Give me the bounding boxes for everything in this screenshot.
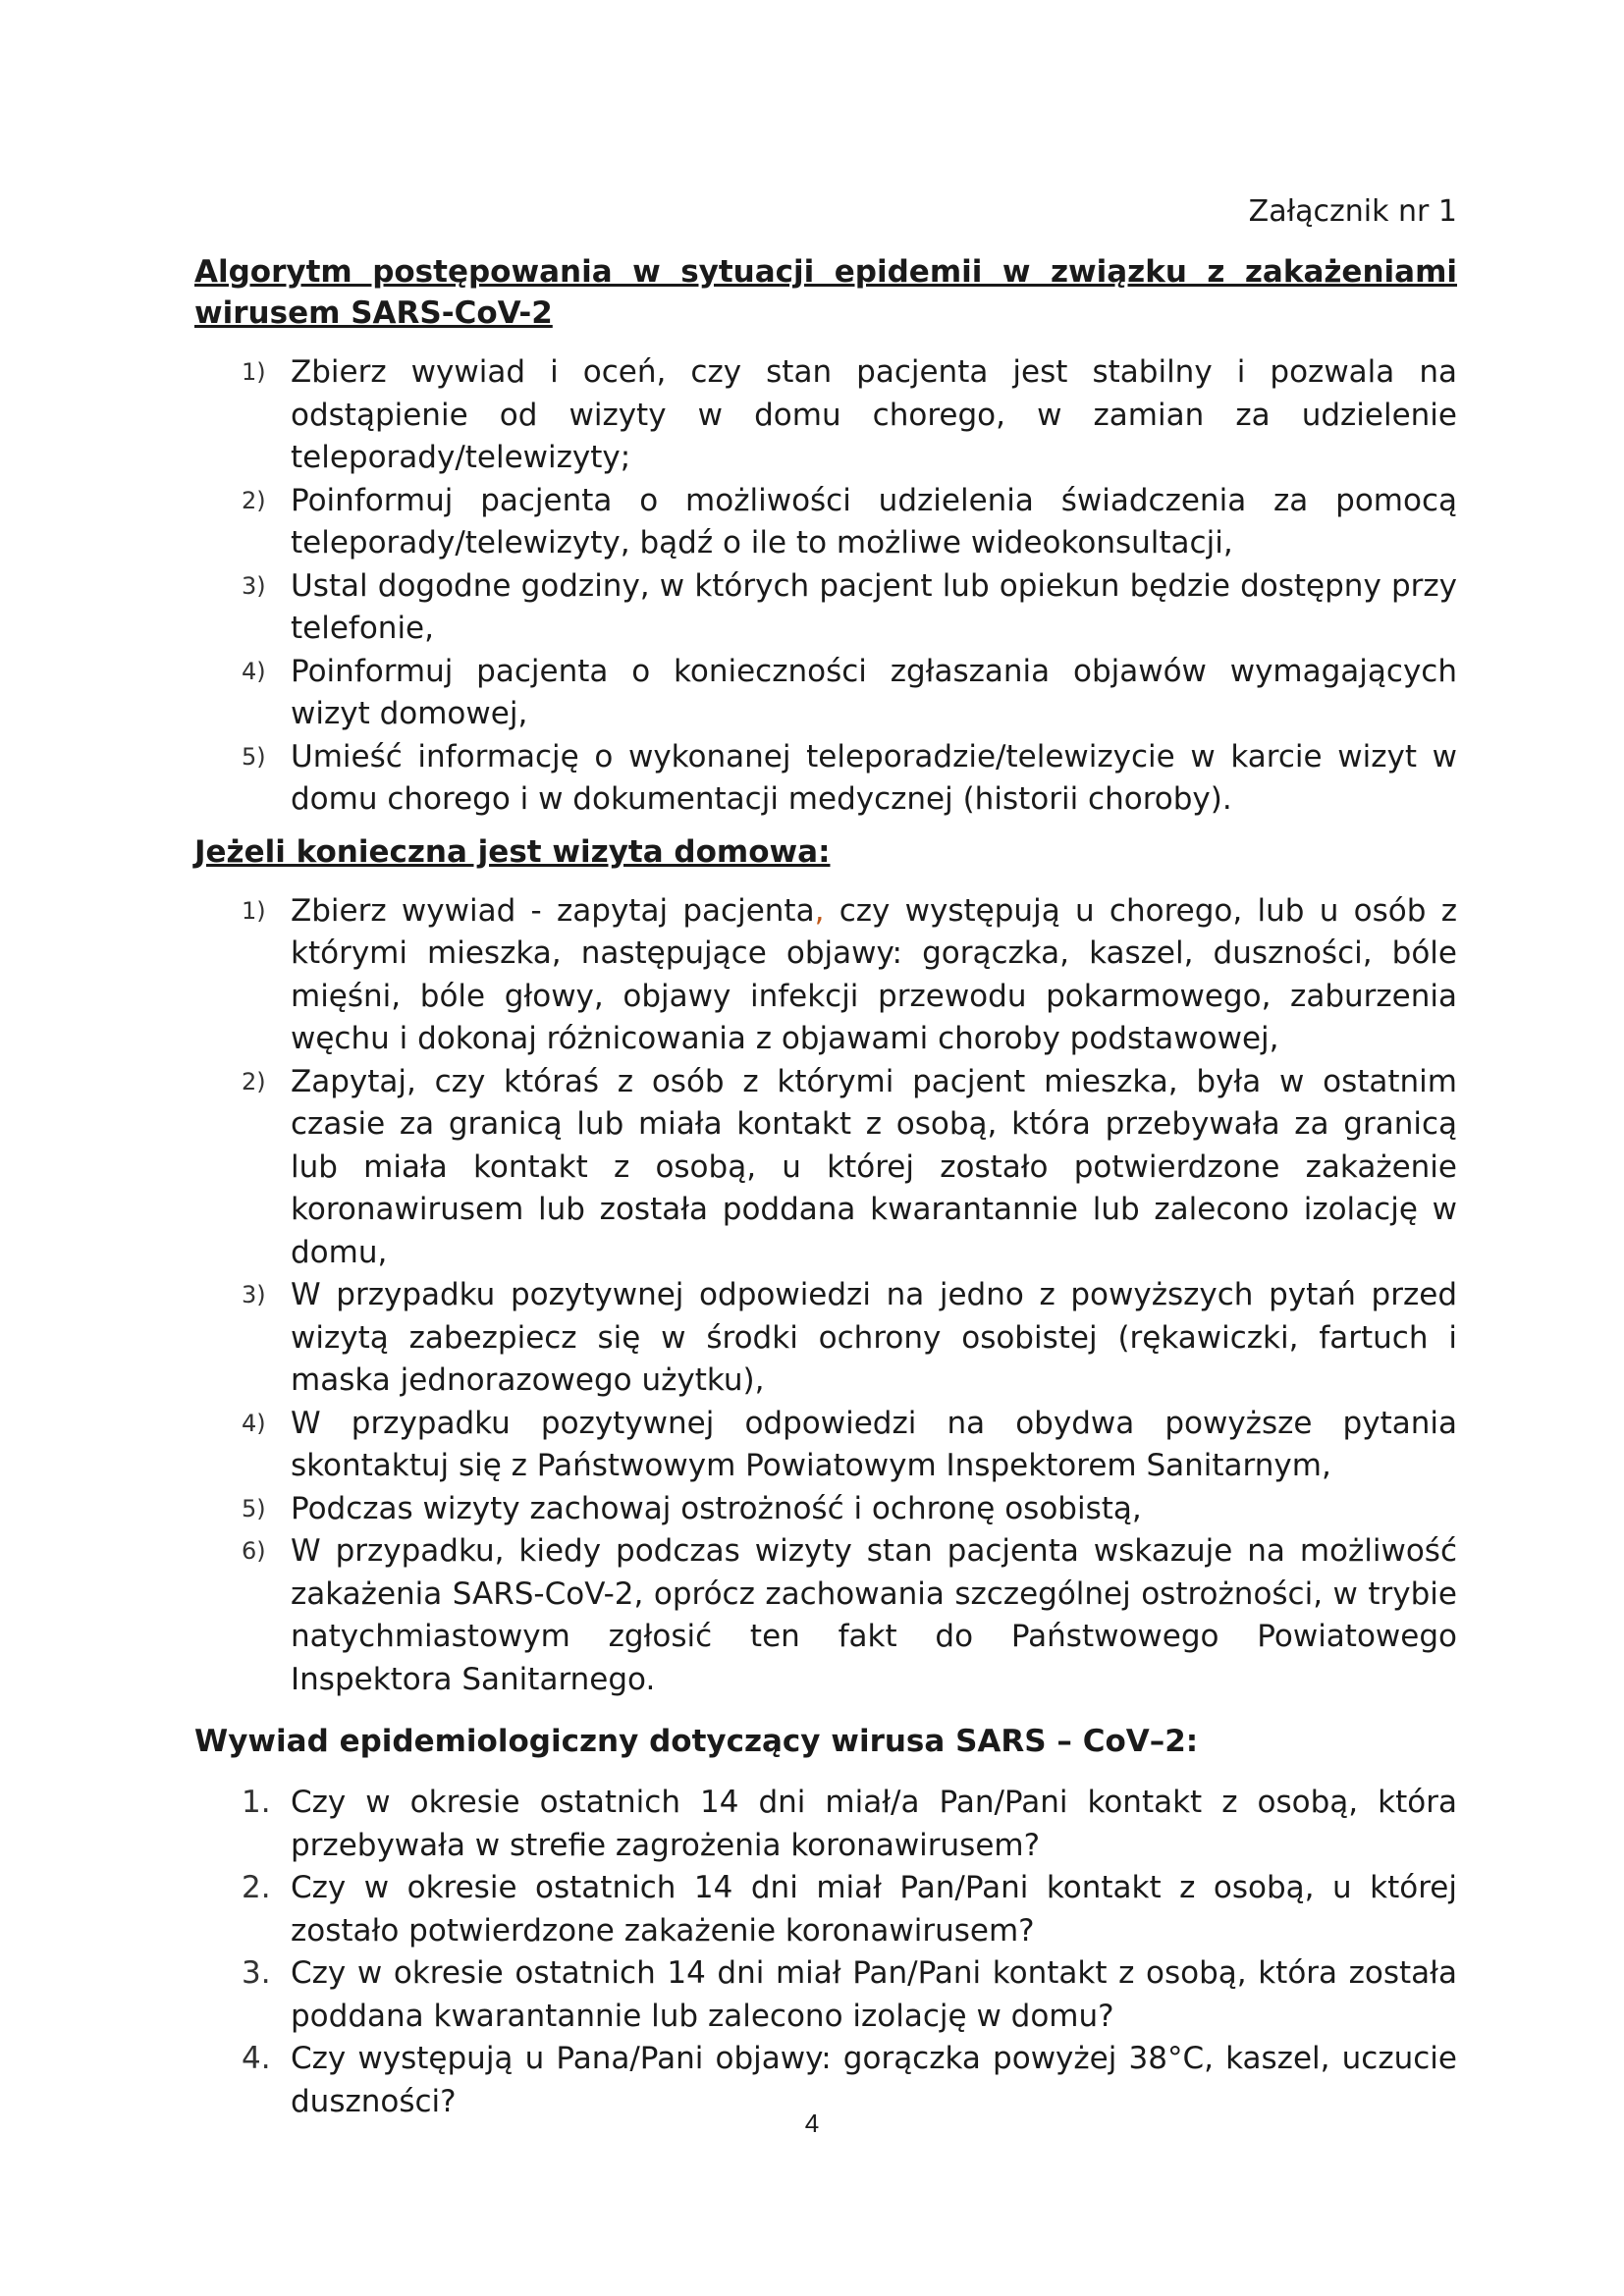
list-item-text: Ustal dogodne godziny, w których pacjent lub opiekun będzie dostępny przy telefonie, (291, 567, 1457, 646)
list-item (194, 890, 1457, 1061)
document-body (194, 251, 1457, 2123)
list-item-text: Zapytaj, czy któraś z osób z którymi pacjent mieszka, była w ostatnim czasie za granicą lub miała kontakt z osobą, która przebywała za granicą lub miała kontakt z osobą, u której zostało potwierdzone zakażenie koronawirusem lub została poddana kwarantannie lub zalecono izolację w domu, (291, 1063, 1457, 1270)
list-item (194, 1867, 1457, 1952)
list-item-number: 5) (242, 1494, 266, 1522)
list-item-text: Czy występują u Pana/Pani objawy: gorączka powyżej 38°C, kaszel, uczucie duszności? (291, 2041, 1457, 2119)
list-item-text: W przypadku, kiedy podczas wizyty stan pacjenta wskazuje na możliwość zakażenia SARS-CoV-2, oprócz zachowania szczególnej ostrożności, w trybie natychmiastowym zgłosić ten fakt do Państwowego Powiatowego Inspektora Sanitarnego. (291, 1533, 1457, 1697)
list-item-text: Umieść informację o wykonanej teleporadzie/telewizycie w karcie wizyt w domu chorego i w dokumentacji medycznej (historii choroby). (291, 738, 1457, 817)
list-item-number: 2) (242, 1067, 266, 1095)
list-item-number: 1) (242, 358, 266, 386)
list-item (194, 1274, 1457, 1403)
list-item-number: 1. (242, 1785, 271, 1820)
annex-label: Załącznik nr 1 (1248, 194, 1457, 229)
list-item (194, 1530, 1457, 1701)
list-item-number: 4. (242, 2041, 271, 2076)
list-item-text: W przypadku pozytywnej odpowiedzi na obydwa powyższe pytania skontaktuj się z Państwowym Powiatowym Inspektorem Sanitarnym, (291, 1405, 1457, 1483)
home-visit-steps (194, 890, 1457, 1702)
home-visit-heading: Jeżeli konieczna jest wizyta domowa: (194, 833, 831, 870)
list-item-text: Czy w okresie ostatnich 14 dni miał/a Pan/Pani kontakt z osobą, która przebywała w strefie zagrożenia koronawirusem? (291, 1785, 1457, 1863)
document-title: Algorytm postępowania w sytuacji epidemii w związku z zakażeniami wirusem SARS-CoV-2 (194, 254, 1457, 331)
list-item-number: 3. (242, 1955, 271, 1991)
list-item (194, 651, 1457, 736)
list-item-text: Zbierz wywiad - zapytaj pacjenta, czy występują u chorego, lub u osób z którymi mieszka, następujące objawy: gorączka, kaszel, duszności, bóle mięśni, bóle głowy, objawy infekcji przewodu pokarmowego, zaburzenia węchu i dokonaj różnicowania z objawami choroby podstawowej, (291, 892, 1457, 1056)
list-item-text: Poinformuj pacjenta o możliwości udzielenia świadczenia za pomocą teleporady/telewizyty, bądź o ile to możliwe wideokonsultacji, (291, 482, 1457, 561)
list-item-text: Czy w okresie ostatnich 14 dni miał Pan/Pani kontakt z osobą, która została poddana kwarantannie lub zalecono izolację w domu? (291, 1955, 1457, 2034)
list-item (194, 480, 1457, 565)
list-item (194, 1488, 1457, 1531)
list-item (194, 736, 1457, 822)
list-item (194, 565, 1457, 651)
list-item (194, 1782, 1457, 1867)
list-item-number: 2. (242, 1870, 271, 1905)
list-item (194, 351, 1457, 480)
list-item-number: 4) (242, 1409, 266, 1437)
page-number: 4 (804, 2109, 820, 2138)
list-item (194, 1061, 1457, 1275)
list-item-number: 5) (242, 742, 266, 771)
list-item (194, 1403, 1457, 1488)
epidemiological-interview-heading: Wywiad epidemiologiczny dotyczący wirusa SARS – CoV–2: (194, 1724, 1199, 1759)
list-item (194, 1952, 1457, 2038)
list-item-number: 4) (242, 657, 266, 685)
list-item-text: W przypadku pozytywnej odpowiedzi na jedno z powyższych pytań przed wizytą zabezpiecz się w środki ochrony osobistej (rękawiczki, fartuch i maska jednorazowego użytku), (291, 1277, 1457, 1398)
list-item-number: 2) (242, 486, 266, 514)
list-item-text: Czy w okresie ostatnich 14 dni miał Pan/Pani kontakt z osobą, u której zostało potwierdzone zakażenie koronawirusem? (291, 1870, 1457, 1949)
list-item-number: 6) (242, 1537, 266, 1565)
highlighted-comma: , (814, 892, 825, 929)
list-item-number: 3) (242, 571, 266, 600)
list-item-number: 1) (242, 896, 266, 925)
epidemiological-questions (194, 1782, 1457, 2123)
list-item-number: 3) (242, 1281, 266, 1308)
list-item-text: Podczas wizyty zachowaj ostrożność i ochronę osobistą, (291, 1490, 1142, 1526)
list-item-text: Zbierz wywiad i oceń, czy stan pacjenta jest stabilny i pozwala na odstąpienie od wizyty w domu chorego, w zamian za udzielenie teleporady/telewizyty; (291, 354, 1457, 475)
teleconsultation-steps (194, 351, 1457, 822)
list-item-text: Poinformuj pacjenta o konieczności zgłaszania objawów wymagających wizyt domowej, (291, 653, 1457, 731)
